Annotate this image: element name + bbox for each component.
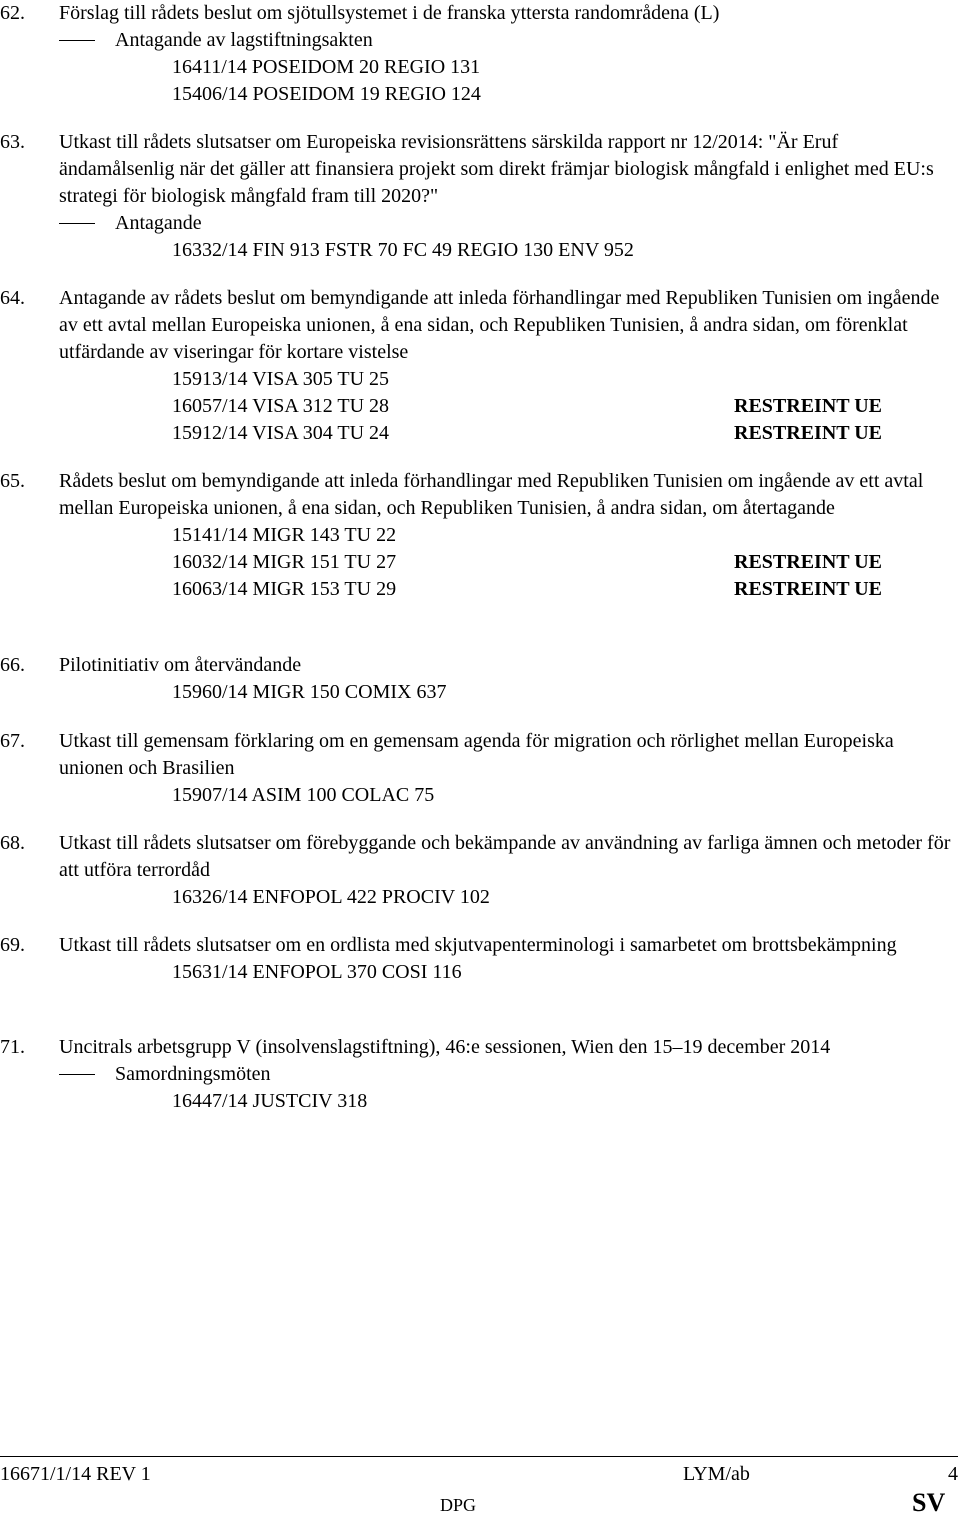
restreint-label: RESTREINT UE bbox=[734, 578, 883, 600]
item-number: 62. bbox=[0, 2, 25, 24]
item-number: 68. bbox=[0, 832, 25, 854]
doc-reference-row bbox=[0, 522, 958, 549]
doc-reference: 15141/14 MIGR 143 TU 22 bbox=[172, 524, 397, 546]
footer-dg: DPG bbox=[440, 1495, 477, 1515]
doc-reference: 16057/14 VISA 312 TU 28 bbox=[172, 395, 390, 417]
agenda-item bbox=[0, 1034, 958, 1115]
item-action: Samordningsmöten bbox=[0, 1061, 958, 1088]
doc-reference-row bbox=[0, 54, 958, 81]
restreint-label: RESTREINT UE bbox=[734, 551, 883, 573]
doc-reference: 15631/14 ENFOPOL 370 COSI 116 bbox=[172, 961, 462, 983]
item-number: 71. bbox=[0, 1036, 25, 1058]
footer-language: SV bbox=[912, 1488, 946, 1517]
doc-reference-row bbox=[0, 679, 958, 706]
agenda-item bbox=[0, 830, 958, 911]
item-title: Förslag till rådets beslut om sjötullsystemet i de franska yttersta randområdena (L) bbox=[59, 2, 720, 24]
dash-marker bbox=[59, 223, 95, 224]
dash-marker bbox=[59, 40, 95, 41]
doc-reference: 15913/14 VISA 305 TU 25 bbox=[172, 368, 390, 390]
item-number: 66. bbox=[0, 654, 25, 676]
restreint-label: RESTREINT UE bbox=[734, 395, 883, 417]
doc-reference-row bbox=[0, 782, 958, 809]
item-number: 65. bbox=[0, 470, 25, 492]
agenda-item bbox=[0, 652, 958, 706]
item-action: Antagande av lagstiftningsakten bbox=[0, 27, 958, 54]
item-title: Utkast till gemensam förklaring om en gemensam agenda för migration och rörlighet mellan Europeiska unionen och Brasilien bbox=[59, 730, 894, 779]
footer-page-number: 4 bbox=[948, 1463, 958, 1485]
footer-author: LYM/ab bbox=[683, 1463, 750, 1485]
item-number: 67. bbox=[0, 730, 25, 752]
doc-reference: 16447/14 JUSTCIV 318 bbox=[172, 1090, 368, 1112]
restreint-label: RESTREINT UE bbox=[734, 422, 883, 444]
item-action: Antagande bbox=[0, 210, 958, 237]
doc-reference-row bbox=[0, 1088, 958, 1115]
agenda-item bbox=[0, 932, 958, 986]
doc-reference: 15960/14 MIGR 150 COMIX 637 bbox=[172, 681, 447, 703]
doc-reference: 15406/14 POSEIDOM 19 REGIO 124 bbox=[172, 83, 481, 105]
item-title: Pilotinitiativ om återvändande bbox=[59, 654, 302, 676]
item-number: 63. bbox=[0, 131, 25, 153]
agenda-item bbox=[0, 0, 958, 108]
dash-marker bbox=[59, 1074, 95, 1075]
item-title: Antagande av rådets beslut om bemyndigande att inleda förhandlingar med Republiken Tunisien om ingående av ett avtal mellan Europeiska unionen, å ena sidan, och Republiken Tunisien, å andra sidan, om förenklat utfärdande av viseringar för kortare vistelse bbox=[59, 287, 940, 363]
item-title: Rådets beslut om bemyndigande att inleda förhandlingar med Republiken Tunisien om ingående av ett avtal mellan Europeiska unionen, å ena sidan, och Republiken Tunisien, å andra sidan, om återtagande bbox=[59, 470, 924, 519]
doc-reference-row bbox=[0, 366, 958, 393]
doc-reference-row bbox=[0, 576, 958, 603]
doc-reference-row bbox=[0, 420, 958, 447]
doc-reference: 15907/14 ASIM 100 COLAC 75 bbox=[172, 784, 435, 806]
doc-reference: 16332/14 FIN 913 FSTR 70 FC 49 REGIO 130 ENV 952 bbox=[172, 239, 634, 261]
doc-reference: 16411/14 POSEIDOM 20 REGIO 131 bbox=[172, 56, 481, 78]
footer-divider bbox=[0, 1456, 958, 1457]
doc-reference-row bbox=[0, 549, 958, 576]
doc-reference: 16063/14 MIGR 153 TU 29 bbox=[172, 578, 397, 600]
item-number: 69. bbox=[0, 934, 25, 956]
doc-reference: 15912/14 VISA 304 TU 24 bbox=[172, 422, 390, 444]
item-title: Uncitrals arbetsgrupp V (insolvenslagstiftning), 46:e sessionen, Wien den 15–19 december 2014 bbox=[59, 1036, 831, 1058]
item-title: Utkast till rådets slutsatser om en ordlista med skjutvapenterminologi i samarbetet om brottsbekämpning bbox=[59, 934, 897, 956]
doc-reference-row bbox=[0, 959, 958, 986]
doc-reference-row bbox=[0, 237, 958, 264]
doc-reference-row bbox=[0, 884, 958, 911]
footer-doc-number: 16671/1/14 REV 1 bbox=[0, 1463, 151, 1485]
item-title: Utkast till rådets slutsatser om Europeiska revisionsrättens särskilda rapport nr 12/2014: "Är Eruf ändamålsenlig när det gäller att finansiera projekt som direkt främjar biologisk mångfald i enlighet med EU:s strategi för biologisk mångfald fram till 2020?" bbox=[59, 131, 934, 207]
agenda-item bbox=[0, 129, 958, 264]
item-number: 64. bbox=[0, 287, 25, 309]
doc-reference-row bbox=[0, 81, 958, 108]
agenda-item bbox=[0, 468, 958, 603]
item-title: Utkast till rådets slutsatser om förebyggande och bekämpande av användning av farliga ämnen och metoder för att utföra terrordåd bbox=[59, 832, 951, 881]
agenda-item bbox=[0, 285, 958, 447]
doc-reference: 16032/14 MIGR 151 TU 27 bbox=[172, 551, 397, 573]
agenda-item bbox=[0, 728, 958, 809]
doc-reference: 16326/14 ENFOPOL 422 PROCIV 102 bbox=[172, 886, 490, 908]
doc-reference-row bbox=[0, 393, 958, 420]
